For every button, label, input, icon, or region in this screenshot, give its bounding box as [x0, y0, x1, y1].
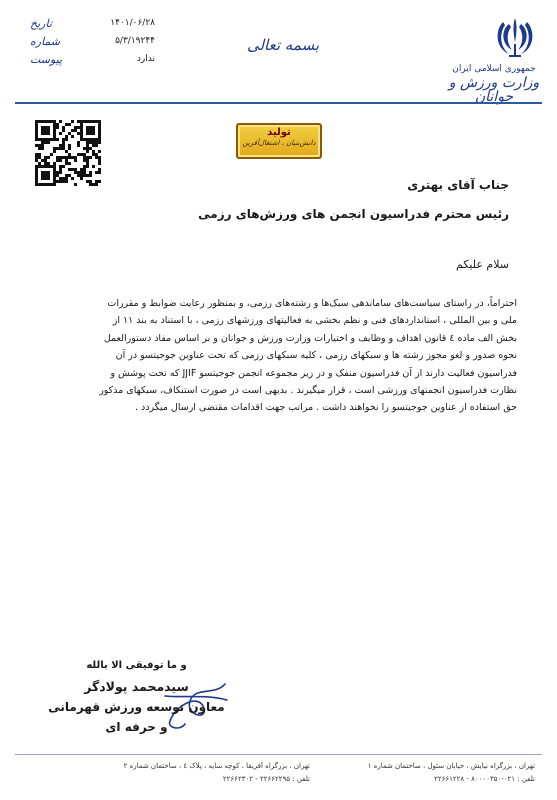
number-label: شماره — [30, 34, 61, 48]
qr-module — [86, 132, 89, 135]
qr-module — [50, 153, 53, 156]
qr-module — [44, 183, 47, 186]
qr-module — [38, 156, 41, 159]
qr-module — [80, 171, 83, 174]
qr-module — [68, 123, 71, 126]
date-label: تاریخ — [30, 16, 52, 30]
qr-module — [59, 180, 62, 183]
qr-module — [65, 159, 68, 162]
qr-module — [71, 135, 74, 138]
qr-module — [44, 132, 47, 135]
qr-module — [47, 171, 50, 174]
qr-module — [53, 132, 56, 135]
paragraph-line: بخش الف ماده ٤ قانون اهداف و وظایف و اختیارات وزارت ورزش و جوانان و بر اساس مفاد دستورالعمل — [103, 332, 517, 344]
signer-title-1: معاون توسعه ورزش قهرمانی — [48, 700, 225, 714]
ministry-name — [439, 62, 549, 104]
letter-paragraph — [37, 295, 517, 417]
qr-module — [44, 162, 47, 165]
qr-module — [89, 141, 92, 144]
qr-module — [62, 126, 65, 129]
qr-module — [62, 147, 65, 150]
qr-module — [53, 138, 56, 141]
phone-line: تلفن : ۰۲۱-۸۰۰۰۰۳۵۰ - ۲۲۶۶۱۲۲۸ — [434, 775, 535, 783]
qr-module — [65, 135, 68, 138]
recipient: رئیس محترم فدراسیون انجمن های ورزش‌های رزمی — [198, 207, 509, 221]
qr-module — [86, 147, 89, 150]
qr-module — [47, 138, 50, 141]
qr-module — [83, 156, 86, 159]
qr-module — [44, 129, 47, 132]
qr-module — [47, 126, 50, 129]
qr-module — [98, 171, 101, 174]
qr-module — [80, 120, 83, 123]
qr-module — [95, 138, 98, 141]
qr-module — [89, 129, 92, 132]
qr-module — [44, 159, 47, 162]
qr-module — [98, 120, 101, 123]
qr-module — [53, 168, 56, 171]
qr-module — [83, 153, 86, 156]
qr-module — [98, 129, 101, 132]
qr-module — [35, 144, 38, 147]
qr-module — [80, 129, 83, 132]
qr-module — [83, 171, 86, 174]
qr-module — [92, 183, 95, 186]
qr-module — [53, 183, 56, 186]
qr-module — [41, 183, 44, 186]
qr-module — [41, 159, 44, 162]
qr-module — [35, 123, 38, 126]
paragraph-line: ملی و بین المللی ، استانداردهای فنی و نظم بخشی به فعالیتهای ورزشهای رزمی ، با استناد به بند ۱۱ از — [112, 315, 517, 327]
qr-module — [59, 171, 62, 174]
signature-block — [34, 660, 239, 737]
qr-module — [98, 168, 101, 171]
qr-module — [68, 156, 71, 159]
qr-module — [53, 123, 56, 126]
qr-module — [41, 129, 44, 132]
qr-module — [47, 141, 50, 144]
number-value: ۵/۳/۱۹۲۴۴ — [115, 36, 155, 46]
qr-module — [53, 126, 56, 129]
qr-module — [38, 138, 41, 141]
qr-module — [56, 123, 59, 126]
qr-module — [50, 165, 53, 168]
address-line: تهران ، بزرگراه آفریقا ، کوچه سایه ، پلاک ٤ ، ساختمان شماره ۲ — [123, 762, 310, 770]
qr-module — [47, 120, 50, 123]
qr-module — [50, 183, 53, 186]
qr-module — [86, 162, 89, 165]
paragraph-line: نحوه صدور و لغو مجوز رشته ها و سبکهای رزمی ، کلیه سبکهای رزمی که تحت عناوین جوجیتسو در آن — [115, 350, 517, 362]
stamp-subtitle: دانش‌بنیان ، اشتغال‌آفرین — [242, 139, 316, 147]
qr-module — [98, 138, 101, 141]
qr-module — [47, 162, 50, 165]
qr-module — [77, 120, 80, 123]
qr-module — [59, 159, 62, 162]
qr-module — [98, 156, 101, 159]
qr-module — [92, 144, 95, 147]
qr-module — [47, 129, 50, 132]
number-row — [30, 32, 155, 50]
qr-module — [56, 147, 59, 150]
qr-module — [59, 165, 62, 168]
qr-module — [92, 129, 95, 132]
iran-emblem-icon — [495, 14, 535, 60]
qr-module — [35, 168, 38, 171]
qr-module — [56, 156, 59, 159]
qr-module — [38, 153, 41, 156]
qr-module — [74, 168, 77, 171]
qr-module — [74, 171, 77, 174]
qr-module — [86, 138, 89, 141]
signer-title-2: و حرفه ای — [105, 720, 168, 734]
qr-module — [80, 132, 83, 135]
qr-module — [59, 147, 62, 150]
qr-module — [53, 129, 56, 132]
qr-module — [59, 177, 62, 180]
phone-line: تلفن : ۲۲۶۶۲۲۹۵ - ۲۲۶۶۲۳۰۲ — [222, 775, 310, 783]
qr-module — [98, 180, 101, 183]
qr-module — [62, 180, 65, 183]
qr-module — [62, 129, 65, 132]
qr-module — [89, 120, 92, 123]
qr-module — [41, 177, 44, 180]
qr-module — [35, 159, 38, 162]
qr-module — [35, 153, 38, 156]
qr-module — [56, 126, 59, 129]
qr-module — [98, 141, 101, 144]
qr-module — [89, 174, 92, 177]
qr-module — [77, 144, 80, 147]
qr-module — [95, 156, 98, 159]
qr-module — [35, 165, 38, 168]
qr-module — [80, 168, 83, 171]
qr-module — [89, 132, 92, 135]
paragraph-line: حق استفاده از عناوین جوجیتسو را نخواهند داشت . مراتب جهت اقدامات مقتضی ارسال میگردد . — [134, 402, 517, 414]
qr-module — [35, 180, 38, 183]
qr-module — [35, 174, 38, 177]
qr-module — [86, 120, 89, 123]
qr-module — [95, 120, 98, 123]
qr-module — [89, 156, 92, 159]
qr-module — [41, 132, 44, 135]
qr-module — [98, 159, 101, 162]
date-value: ۱۴۰۱/۰۶/۲۸ — [110, 18, 155, 28]
qr-module — [35, 120, 38, 123]
qr-module — [77, 132, 80, 135]
qr-module — [41, 171, 44, 174]
qr-module — [74, 156, 77, 159]
qr-module — [71, 156, 74, 159]
qr-module — [92, 150, 95, 153]
qr-module — [98, 123, 101, 126]
qr-module — [41, 120, 44, 123]
qr-module — [62, 141, 65, 144]
qr-module — [53, 120, 56, 123]
qr-module — [80, 153, 83, 156]
qr-module — [53, 171, 56, 174]
qr-module — [50, 138, 53, 141]
qr-module — [44, 141, 47, 144]
qr-module — [65, 180, 68, 183]
footer-address-left — [110, 760, 310, 786]
qr-module — [83, 138, 86, 141]
qr-module — [74, 159, 77, 162]
qr-module — [35, 129, 38, 132]
qr-module — [68, 168, 71, 171]
qr-module — [80, 135, 83, 138]
paragraph-line: احتراماً، در راستای سیاست‌های ساماندهی سبک‌ها و رشته‌های رزمی، و بمنظور رعایت ضوابط و مقررات — [107, 298, 517, 309]
qr-module — [65, 138, 68, 141]
qr-module — [89, 138, 92, 141]
date-row — [30, 14, 155, 32]
qr-module — [38, 144, 41, 147]
qr-module — [41, 141, 44, 144]
qr-module — [86, 156, 89, 159]
qr-module — [35, 156, 38, 159]
qr-module — [80, 126, 83, 129]
qr-module — [62, 177, 65, 180]
qr-module — [53, 147, 56, 150]
attachment-value: ندارد — [136, 54, 155, 64]
qr-module — [86, 165, 89, 168]
qr-module — [86, 174, 89, 177]
qr-module — [86, 126, 89, 129]
qr-module — [98, 150, 101, 153]
qr-module — [35, 177, 38, 180]
paragraph-line: نظارت فدراسیون انجمنهای ورزشی است ، قرار میگیرند . بدیهی است در صورت استنکاف، سبکهای مذکور — [99, 385, 517, 397]
header-divider — [15, 102, 542, 104]
qr-module — [59, 144, 62, 147]
qr-module — [62, 165, 65, 168]
qr-module — [44, 138, 47, 141]
qr-module — [80, 123, 83, 126]
qr-module — [71, 120, 74, 123]
stamp-title: تولید — [267, 127, 291, 138]
qr-module — [47, 132, 50, 135]
qr-module — [47, 165, 50, 168]
attachment-label: پیوست — [30, 52, 63, 66]
qr-module — [41, 147, 44, 150]
qr-module — [59, 120, 62, 123]
org-line-1: جمهوری اسلامی ایران — [452, 64, 536, 74]
address-line: تهران ، بزرگراه نیایش ، خیابان سئول ، ساختمان شماره ۱ — [367, 762, 535, 770]
signer-name: سیدمحمد پولادگر — [84, 679, 189, 694]
qr-module — [65, 177, 68, 180]
qr-module — [98, 135, 101, 138]
qr-module — [38, 183, 41, 186]
qr-module — [38, 120, 41, 123]
qr-module — [44, 120, 47, 123]
qr-module — [68, 147, 71, 150]
qr-module — [41, 165, 44, 168]
qr-module — [74, 126, 77, 129]
qr-module — [44, 165, 47, 168]
qr-module — [89, 180, 92, 183]
qr-module — [86, 144, 89, 147]
qr-module — [53, 180, 56, 183]
qr-module — [77, 141, 80, 144]
qr-module — [56, 171, 59, 174]
qr-module — [44, 171, 47, 174]
qr-module — [47, 174, 50, 177]
qr-module — [41, 138, 44, 141]
qr-module — [38, 147, 41, 150]
qr-module — [83, 165, 86, 168]
qr-module — [65, 156, 68, 159]
qr-module — [44, 126, 47, 129]
qr-module — [77, 126, 80, 129]
qr-module — [83, 168, 86, 171]
qr-module — [68, 153, 71, 156]
qr-module — [35, 132, 38, 135]
qr-module — [95, 171, 98, 174]
qr-module — [47, 183, 50, 186]
qr-module — [35, 138, 38, 141]
qr-module — [65, 123, 68, 126]
qr-module — [92, 153, 95, 156]
qr-module — [86, 159, 89, 162]
qr-module — [95, 141, 98, 144]
qr-module — [98, 132, 101, 135]
qr-module — [83, 120, 86, 123]
qr-module — [53, 150, 56, 153]
qr-module — [62, 144, 65, 147]
qr-module — [62, 138, 65, 141]
qr-module — [53, 177, 56, 180]
qr-module — [62, 156, 65, 159]
qr-module — [98, 162, 101, 165]
qr-module — [98, 126, 101, 129]
letter-meta — [30, 14, 155, 68]
qr-module — [59, 156, 62, 159]
qr-module — [95, 180, 98, 183]
qr-module — [80, 177, 83, 180]
qr-module — [44, 156, 47, 159]
production-stamp — [236, 123, 322, 159]
qr-module — [35, 126, 38, 129]
qr-module — [56, 180, 59, 183]
salutation: جناب آقای بهتری — [407, 178, 509, 192]
qr-module — [92, 141, 95, 144]
qr-module — [44, 177, 47, 180]
qr-module — [86, 150, 89, 153]
qr-module — [56, 159, 59, 162]
qr-module — [65, 162, 68, 165]
closing-phrase: و ما توفیقی الا بالله — [86, 660, 187, 671]
qr-module — [71, 129, 74, 132]
qr-module — [83, 147, 86, 150]
org-line-2: وزارت ورزش و جوانان — [448, 75, 540, 105]
qr-module — [68, 144, 71, 147]
qr-module — [83, 159, 86, 162]
qr-module — [77, 171, 80, 174]
qr-module — [71, 177, 74, 180]
attachment-row — [30, 50, 155, 68]
qr-module — [59, 168, 62, 171]
qr-module — [89, 183, 92, 186]
qr-module — [92, 120, 95, 123]
qr-module — [35, 183, 38, 186]
qr-module — [65, 174, 68, 177]
qr-module — [92, 138, 95, 141]
qr-module — [53, 174, 56, 177]
footer-divider — [15, 754, 542, 755]
qr-module — [35, 135, 38, 138]
qr-module — [47, 156, 50, 159]
qr-module — [41, 126, 44, 129]
qr-module — [44, 174, 47, 177]
qr-module — [83, 174, 86, 177]
qr-module — [95, 153, 98, 156]
qr-module — [86, 129, 89, 132]
qr-module — [68, 132, 71, 135]
qr-module — [89, 171, 92, 174]
footer-address-right — [335, 760, 535, 786]
qr-module — [68, 162, 71, 165]
greeting: سلام علیکم — [455, 258, 509, 271]
qr-module — [38, 162, 41, 165]
qr-module — [74, 183, 77, 186]
qr-module — [80, 174, 83, 177]
qr-module — [95, 183, 98, 186]
qr-module — [92, 132, 95, 135]
qr-module — [56, 174, 59, 177]
qr-module — [53, 135, 56, 138]
qr-module — [41, 144, 44, 147]
qr-module — [71, 168, 74, 171]
qr-module — [38, 165, 41, 168]
qr-code — [35, 120, 101, 186]
qr-module — [92, 165, 95, 168]
qr-module — [89, 126, 92, 129]
qr-module — [86, 180, 89, 183]
qr-module — [77, 174, 80, 177]
paragraph-line: فدراسیون فعالیت دارند از آن فدراسیون منفک و در زیر مجموعه انجمن جوجیتسو JJIF که تحت پوشش و — [110, 367, 517, 379]
qr-module — [77, 153, 80, 156]
qr-module — [47, 177, 50, 180]
qr-module — [65, 150, 68, 153]
qr-module — [59, 132, 62, 135]
basmala: بسمه تعالی — [246, 36, 320, 54]
qr-module — [41, 174, 44, 177]
qr-module — [86, 141, 89, 144]
qr-module — [53, 162, 56, 165]
qr-module — [89, 147, 92, 150]
qr-module — [80, 138, 83, 141]
qr-module — [68, 174, 71, 177]
qr-module — [50, 120, 53, 123]
qr-module — [35, 171, 38, 174]
qr-module — [92, 126, 95, 129]
qr-module — [95, 144, 98, 147]
qr-module — [56, 138, 59, 141]
qr-module — [53, 165, 56, 168]
qr-module — [74, 129, 77, 132]
